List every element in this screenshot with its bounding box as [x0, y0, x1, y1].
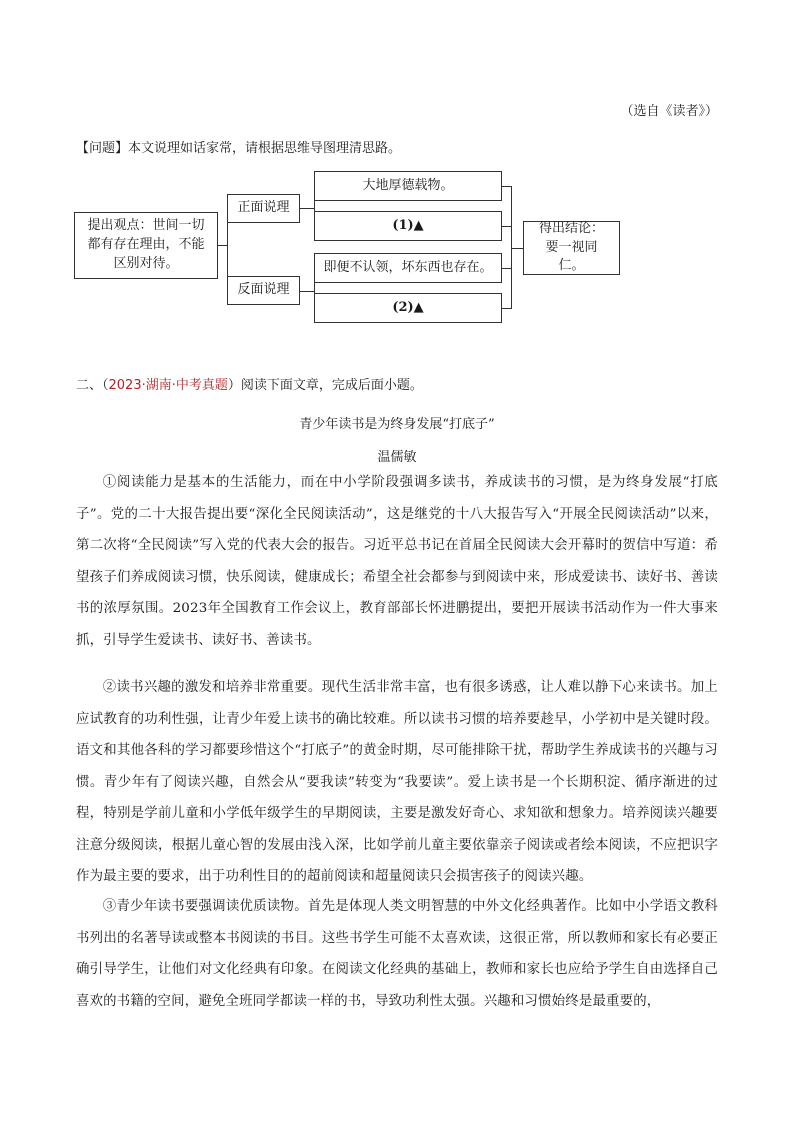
positive-item-2-blank: (1)▲ — [314, 211, 502, 241]
question-prompt: 【问题】本文说理如话家常，请根据思维导图理清思路。 — [76, 141, 402, 156]
paragraph-3: ③青少年读书要强调读优质读物。首先是体现人类文明智慧的中外文化经典著作。比如中小学语文教科书列出的名著导读或整本书阅读的书目。这些书学生可能不太喜欢读，这很正常，所以教师和家长有必要正确引导学生，让他们对文化经典有印象。在阅读文化经典的基础上，教师和家长也应给予学生自由选择自己喜欢的书籍的空间，避免全班同学都读一样的书，导致功利性太强。兴趣和习惯始终是最重要的， — [76, 899, 718, 1009]
exam-source-tag: 2023·湖南·中考真题 — [108, 378, 228, 393]
positive-reasoning-box: 正面说理 — [227, 194, 300, 223]
viewpoint-box: 提出观点：世间一切都有存在理由，不能区别对待。 — [74, 212, 218, 279]
negative-item-2-blank: (2)▲ — [314, 293, 502, 323]
positive-item-1: 大地厚德载物。 — [314, 171, 502, 201]
section-prefix: 二、（ — [76, 378, 109, 393]
article-title: 青少年读书是为终身发展“打底子” — [299, 417, 495, 432]
source-note: （选自《读者》） — [620, 104, 718, 119]
article-author: 温儒敏 — [377, 450, 417, 465]
negative-reasoning-box: 反面说理 — [227, 276, 300, 305]
section-suffix: ）阅读下面文章，完成后面小题。 — [227, 378, 423, 393]
conclusion-box: 得出结论：要一视同仁。 — [523, 221, 620, 275]
paragraph-1: ①阅读能力是基本的生活能力，而在中小学阶段强调多读书，养成读书的习惯，是为终身发展“打底子”。党的二十大报告提出要“深化全民阅读活动”，这是继党的十八大报告写入“开展全民阅读活动”以来，第二次将“全民阅读”写入党的代表大会的报告。习近平总书记在首届全民阅读大会开幕时的贺信中写道：希望孩子们养成阅读习惯，快乐阅读，健康成长；希望全社会都参与到阅读中来，形成爱读书、读好书、善读书的浓厚氛围。2023年全国教育工作会议上，教育部部长怀进鹏提出，要把开展读书活动作为一件大事来抓，引导学生爱读书、读好书、善读书。 — [76, 475, 718, 648]
paragraph-2: ②读书兴趣的激发和培养非常重要。现代生活非常丰富，也有很多诱惑，让人难以静下心来读书。加上应试教育的功利性强，让青少年爱上读书的确比较难。所以读书习惯的培养要趁早，小学初中是关键时段。语文和其他各科的学习都要珍惜这个“打底子”的黄金时期，尽可能排除干扰，帮助学生养成读书的兴趣与习惯。青少年有了阅读兴趣，自然会从“要我读”转变为“我要读”。爱上读书是一个长期积淀、循序渐进的过程，特别是学前儿童和小学低年级学生的早期阅读，主要是激发好奇心、求知欲和想象力。培养阅读兴趣要注意分级阅读，根据儿童心智的发展由浅入深，比如学前儿童主要依靠亲子阅读或者绘本阅读，不应把识字作为最主要的要求，出于功利性目的的超前阅读和超量阅读只会损害孩子的阅读兴趣。 — [76, 680, 718, 884]
section-heading — [76, 374, 423, 393]
negative-item-1: 即便不认领，坏东西也存在。 — [314, 253, 502, 283]
